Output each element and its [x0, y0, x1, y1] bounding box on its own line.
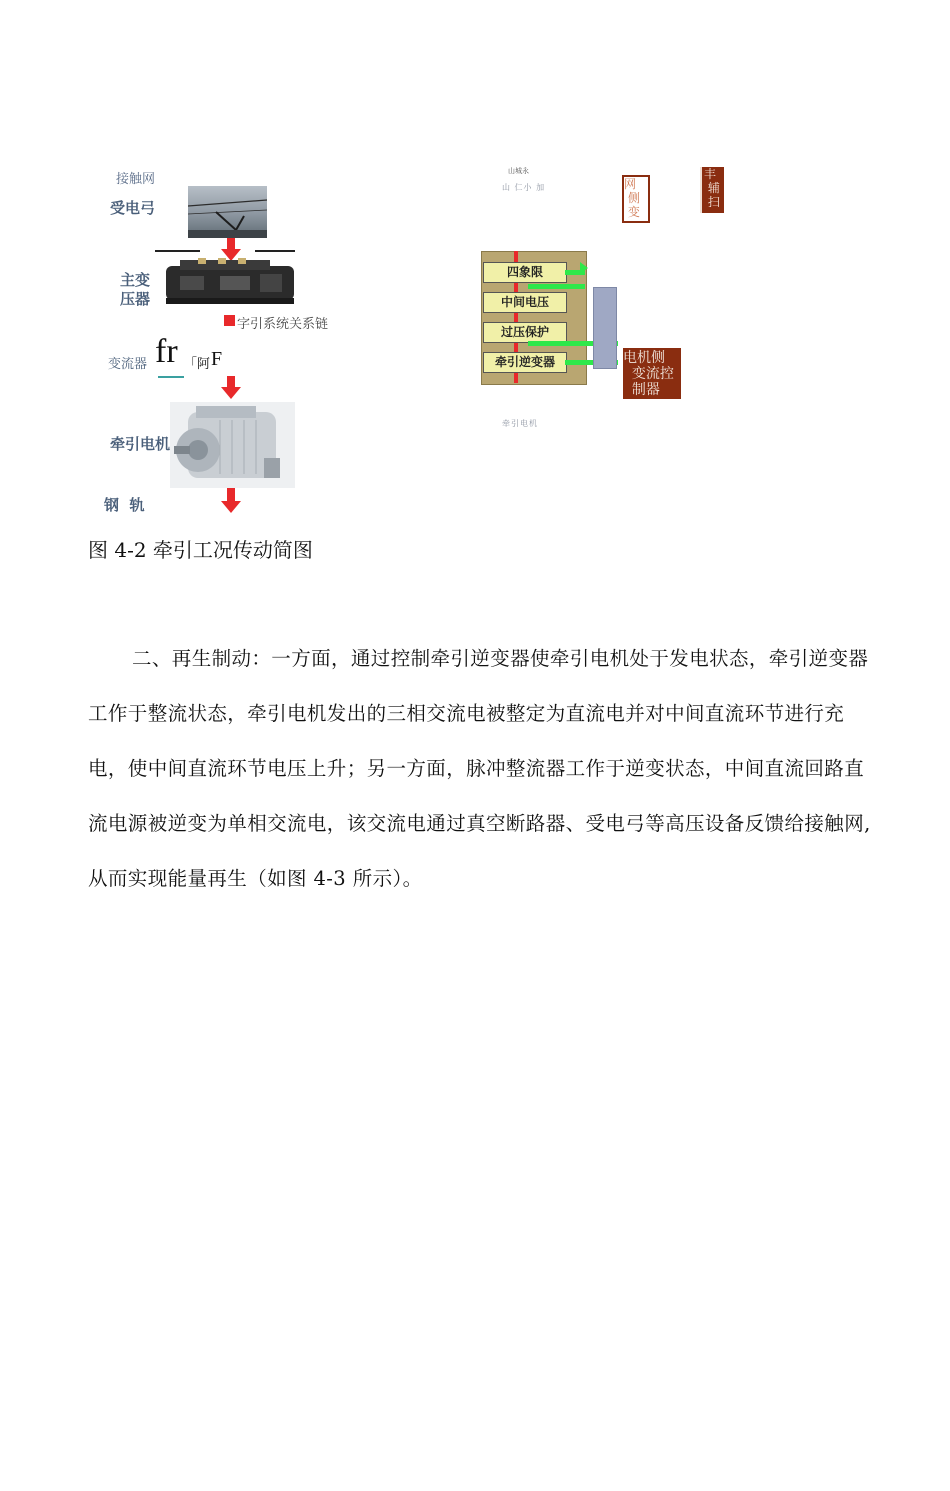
box-traction-inverter: 牵引逆变器 [483, 352, 567, 373]
motor-side-controller-text: 电机侧 变流控 制器 [623, 350, 674, 398]
top-faint-label-2: 山 仁小 加 [502, 183, 546, 192]
converter-glyph-ah: 「阿 [184, 357, 211, 372]
converter-glyph-fr: fr [155, 333, 178, 370]
control-structure-diagram [0, 0, 950, 530]
aux-controller-text: 丰 辅 扫 [704, 167, 720, 209]
dc-link-bar [593, 287, 617, 369]
box-four-quadrant: 四象限 [483, 262, 567, 283]
grid-side-controller [622, 175, 650, 223]
box-overvoltage-protection: 过压保护 [483, 322, 567, 343]
rail-label: 钢 轨 [104, 496, 145, 514]
aux-controller [700, 167, 724, 213]
motor-label: 牵引电机 [110, 435, 171, 453]
top-faint-label-1: 山城永 [508, 167, 529, 175]
box-intermediate-voltage: 中间电压 [483, 292, 567, 313]
bottom-faint-label: 牵引电机 [502, 419, 538, 428]
catenary-label: 接触网 [116, 172, 156, 187]
motor-side-controller [623, 348, 681, 399]
figure-caption: 图 4-2 牵引工况传动简图 [88, 538, 313, 562]
link-arrow-up [580, 262, 588, 274]
pantograph-label: 受电弓 [110, 199, 156, 217]
converter-glyph-f: F [211, 348, 223, 370]
transformer-label: 主变 压器 [120, 271, 151, 308]
relation-note: 字引系统关系链 [237, 317, 329, 332]
link-top-bus [528, 284, 585, 289]
grid-side-controller-text: 网 侧 变 [624, 177, 648, 219]
converter-label: 变流器 [108, 357, 148, 372]
body-paragraph: 二、再生制动：一方面，通过控制牵引逆变器使牵引电机处于发电状态，牵引逆变器工作于整流状态，牵引电机发出的三相交流电被整定为直流电并对中间直流环节进行充电，使中间直流环节电压上升；另一方面，脉冲整流器工作于逆变状态，中间直流回路直流电源被逆变为单相交流电，该交流电通过真空断路器、受电弓等高压设备反馈给接触网, 从而实现能量再生（如图 4-3 所示）。 [88, 647, 871, 890]
